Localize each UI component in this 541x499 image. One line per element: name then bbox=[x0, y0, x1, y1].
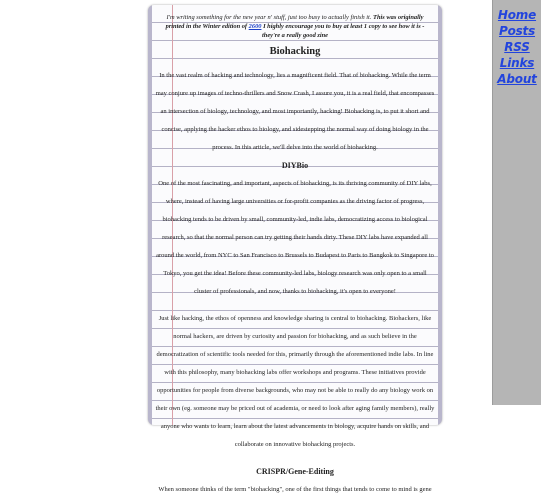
paragraph-gap bbox=[154, 301, 436, 310]
paragraph-gap bbox=[154, 454, 436, 463]
section-heading-crispr: CRISPR/Gene-Editing bbox=[256, 467, 334, 476]
sidebar bbox=[492, 0, 541, 405]
zine-link[interactable]: 2600 bbox=[248, 23, 262, 30]
sidebar-item-rss bbox=[493, 39, 541, 55]
intro-text: I'm writing something for the new year n' stuff, just too busy to actually finish it. bbox=[166, 14, 372, 21]
sidebar-item-posts bbox=[493, 23, 541, 39]
article-title: Biohacking bbox=[269, 46, 321, 57]
nav-link-home[interactable]: Home bbox=[497, 8, 537, 22]
intro-note bbox=[160, 13, 430, 40]
intro-bold-text: This was originally printed in the Winter edition of bbox=[165, 14, 424, 30]
nav-link-rss[interactable]: RSS bbox=[504, 40, 530, 54]
article-paragraph-4: When someone thinks of the term "biohacking", one of the first things that tends to come to mind is gene bbox=[158, 486, 432, 493]
article-paragraph-3: Just like hacking, the ethos of openness and knowledge sharing is central to biohacking. Biohackers, like normal hackers, are driven by curiosity and passion for biohacking, and as such believe in the democratization of scientific tools needed for this, primarily through the aforementioned indie labs. In line with this philosophy, many biohacking labs offer workshops and programs. These initiatives provide opportunities for people from diverse backgrounds, who may not be able to really do any biology work on their own (eg. someone may be priced out of academia, or need to look after aging family members), really anyone who wants to learn, learn about the latest advancements in biology, acquire hands on skills, and collaborate on innovative biohacking projects. bbox=[155, 315, 435, 448]
section-heading-diybio: DIYBio bbox=[281, 161, 309, 170]
article-paragraph-2: One of the most fascinating, and important, aspects of biohacking, is its thriving community of DIY labs, where, instead of having large universities or for-profit companies as the driving factor of progress, biohacking tends to be driven by small, community-led, indie labs, democratizing access to biological research, so that the normal person can try getting their hands dirty. These DIY labs have expanded all around the world, from NYC to San Francisco to Brussels to Budapest to Paris to Bangkok to Singapore to Tokyo, you get the idea! Before these community-led labs, biology research was only open to a small cluster of professionals, and now, thanks to biohacking, it's open to everyone! bbox=[156, 180, 434, 295]
nav-link-posts[interactable]: Posts bbox=[498, 24, 536, 38]
sidebar-item-about bbox=[493, 71, 541, 87]
intro-bold-text-2: I highly encourage you to buy at least 1 copy to see how it is - they're a really good zine bbox=[261, 23, 425, 39]
sidebar-item-links bbox=[493, 55, 541, 71]
nav-link-links[interactable]: Links bbox=[499, 56, 535, 70]
sidebar-item-home bbox=[493, 7, 541, 23]
article-content bbox=[152, 5, 438, 499]
article-paragraph-1: In the vast realm of hacking and technology, lies a magnificent field. That of biohacking. While the term may conjure up images of techno-thrillers and Snow Crash, I assure you, it is a real field, that encompasses an intersection of biology, technology, and most importantly, hacking! Biohacking is, to put it short and concise, applying the hacker ethos to biology, and sidestepping the normal way of doing biology in the process. In this article, we'll delve into the world of biohacking. bbox=[155, 72, 435, 151]
sidebar-nav bbox=[493, 0, 541, 87]
notebook-paper bbox=[148, 5, 442, 493]
nav-link-about[interactable]: About bbox=[497, 72, 537, 86]
